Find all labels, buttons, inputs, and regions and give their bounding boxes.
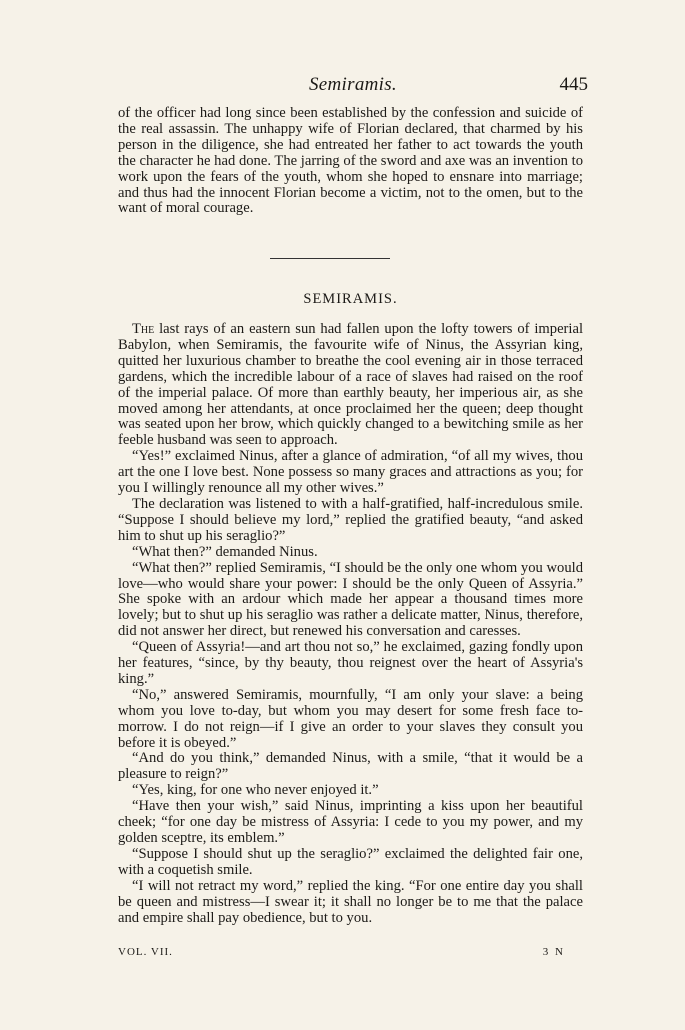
intro-paragraph: of the officer had long since been established by the confession and suicide of the real assassin. The unhappy wife of Florian declared, that charmed by his person in the diligence, she had entreated her father to act towards the youth the character he had done. The jarring of the sword and axe was an invention to work upon the fears of the youth, whom she hoped to ensnare into marriage; and thus had the innocent Florian become a victim, not to the omen, but to the want of moral courage. bbox=[118, 105, 583, 217]
story-paragraph bbox=[118, 322, 583, 449]
drop-word: The bbox=[132, 321, 155, 337]
section-heading: SEMIRAMIS. bbox=[303, 291, 398, 307]
story-paragraph: “Yes!” exclaimed Ninus, after a glance of admiration, “of all my wives, thou art the one I love best. None possess so many graces and attractions as you; for you I willingly renounce all my other wives.” bbox=[118, 448, 583, 497]
intro-text bbox=[118, 106, 583, 217]
story-paragraph: “And do you think,” demanded Ninus, with a smile, “that it would be a pleasure to reign?” bbox=[118, 750, 583, 783]
page-footer bbox=[118, 946, 583, 962]
story-paragraph: “I will not retract my word,” replied the king. “For one entire day you shall be queen and mistress—I swear it; it shall no longer be to me that the palace and empire shall pay obedience, but to you. bbox=[118, 877, 583, 926]
story-paragraph: “Queen of Assyria!—and art thou not so,” he exclaimed, gazing fondly upon her features, “since, by thy beauty, thou reignest over the heart of Assyria's king.” bbox=[118, 639, 583, 687]
running-head bbox=[118, 74, 588, 98]
story-paragraph: “Yes, king, for one who never enjoyed it.” bbox=[132, 782, 379, 799]
volume-label: VOL. VII. bbox=[118, 946, 173, 958]
story-paragraph: “What then?” demanded Ninus. bbox=[132, 543, 318, 560]
section-divider-rule bbox=[270, 258, 390, 259]
story-paragraph: “Suppose I should shut up the seraglio?” exclaimed the delighted fair one, with a coquetish smile. bbox=[118, 845, 583, 878]
story-paragraph: The declaration was listened to with a half-gratified, half-incredulous smile. “Suppose I should believe my lord,” replied the gratified beauty, “and asked him to shut up his seraglio?” bbox=[118, 495, 583, 544]
printer-signature-mark: 3 N bbox=[542, 946, 565, 958]
story-paragraph: “No,” answered Semiramis, mournfully, “I am only your slave: a being whom you love to-day, but whom you may desert for some fresh face to-morrow. I do not reign—if I give an order to your slaves they consult you before it is obeyed.” bbox=[118, 686, 583, 751]
running-title: Semiramis. bbox=[309, 74, 397, 95]
page-number: 445 bbox=[559, 74, 588, 95]
story-paragraph: “Have then your wish,” said Ninus, imprinting a kiss upon her beautiful cheek; “for one day be mistress of Assyria: I cede to you my power, and my golden sceptre, its emblem.” bbox=[118, 798, 583, 846]
story-paragraph-text: last rays of an eastern sun had fallen upon the lofty towers of imperial Babylon, when Semiramis, the favourite wife of Ninus, the Assyrian king, quitted her luxurious chamber to breathe the cool evening air in those terraced gardens, which the incredible labour of a race of slaves had raised on the roof of the imperial palace. Of more than earthly beauty, her imperious air, as she moved among her attendants, at once proclaimed her the queen; deep thought was seated upon her brow, which quickly changed to a bewitching smile as her feeble husband was seen to approach. bbox=[118, 321, 583, 449]
story-text bbox=[118, 322, 583, 926]
story-paragraph: “What then?” replied Semiramis, “I should be the only one whom you would love—who would share your power: I should be the only Queen of Assyria.” She spoke with an ardour which made her appear a thousand times more lovely; but to shut up his seraglio was rather a delicate matter, Ninus, therefore, did not answer her direct, but renewed his conversation and caresses. bbox=[118, 559, 583, 640]
